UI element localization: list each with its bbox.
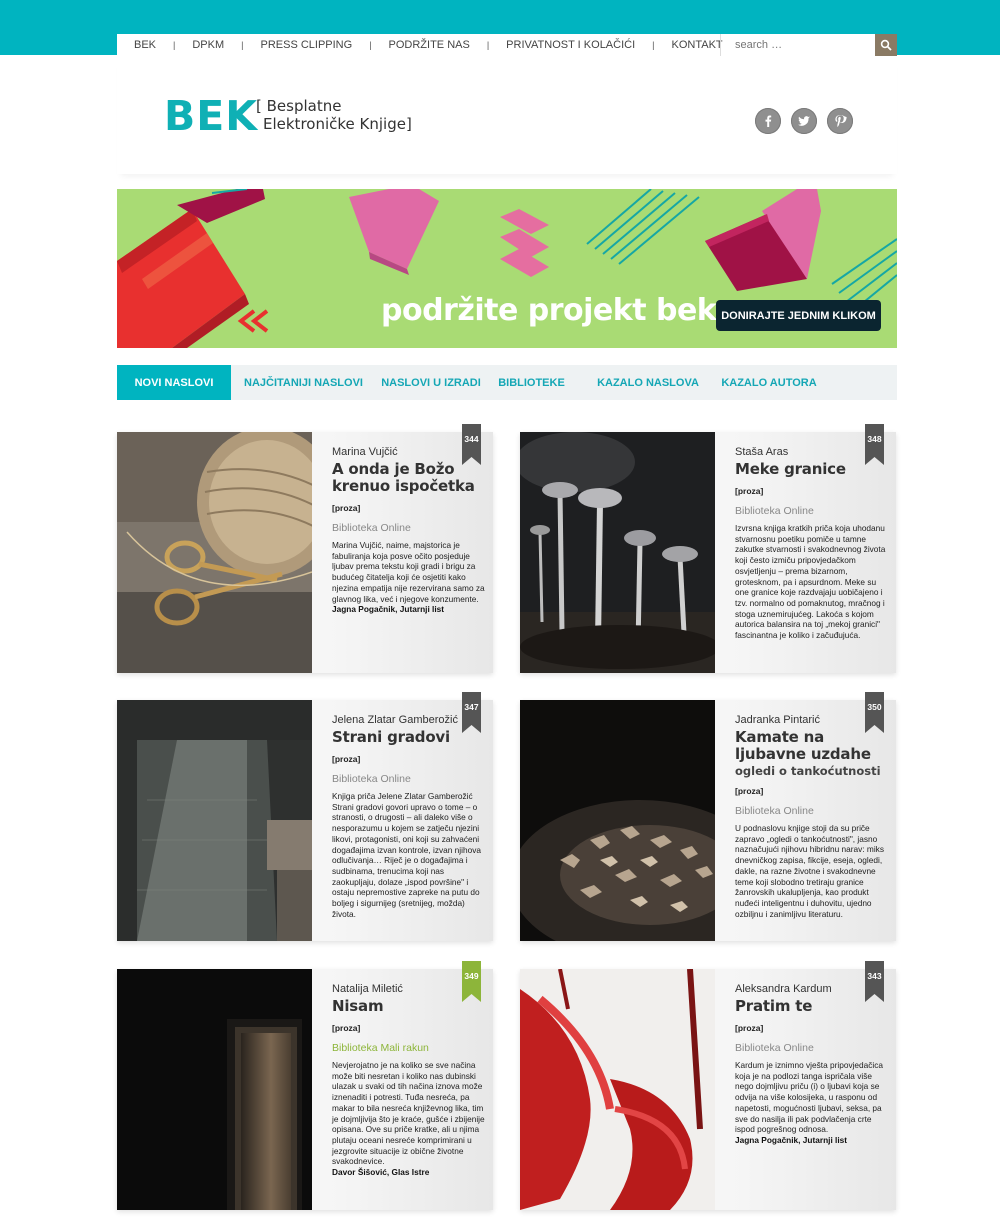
book-info xyxy=(735,714,892,919)
tab-kazalo-autora[interactable]: KAZALO AUTORA xyxy=(721,376,817,389)
book-quote-source: Jagna Pogačnik, Jutarnji list xyxy=(735,1134,848,1145)
book-author[interactable]: Staša Aras xyxy=(735,446,789,458)
book-genre: [proza] xyxy=(735,786,764,796)
search-input[interactable] xyxy=(721,35,871,55)
book-genre: [proza] xyxy=(735,1023,764,1033)
book-genre: [proza] xyxy=(332,1023,361,1033)
book-number: 350 xyxy=(867,702,882,712)
donation-banner[interactable] xyxy=(117,189,897,348)
facebook-icon xyxy=(761,114,775,128)
banner-title: podržite projekt bek xyxy=(381,293,717,328)
book-card[interactable] xyxy=(117,700,493,941)
book-description: U podnaslovu knjige stoji da su priče zapravo „ogledi o tankoćutnosti", jasno naznačujući njihovu hibridnu narav: miks dnevničkog zapisa, fikcije, eseja, ogledi, dakle, na razne životne i svakodnevne teme koji slobodno tretiraju granice žanrovskih ukalupljenja, kao produkt nuđeći inteligentnu i duhovitu, ujedno ozbiljnu i zanimljivu literaturu. xyxy=(735,823,884,919)
site-header xyxy=(117,56,897,174)
book-description: Knjiga priča Jelene Zlatar Gamberožić Strani gradovi govori upravo o tome – o stranosti, o drugosti – ali daleko više o nesporazumu u kojem se zatječu njezini likovi, protagonisti, oni koji su zahvaćeni događajima izvan kontrole, izvan njihova odlučivanja… Riječ je o događajima i sudbinama, trenucima koji nas zaokupljaju, dolaze „ispod površine" i ostaju nepremostive zapreke na putu do boljeg i sigurnijeg (sretnijeg, možda) života. xyxy=(332,791,481,919)
book-card[interactable] xyxy=(520,969,896,1210)
book-number: 349 xyxy=(464,971,479,981)
twitter-icon xyxy=(797,114,811,128)
search-icon xyxy=(880,39,892,51)
nav-separator: | xyxy=(173,40,176,50)
book-author[interactable]: Jadranka Pintarić xyxy=(735,714,820,726)
book-card[interactable] xyxy=(520,700,896,941)
book-cover-image xyxy=(117,700,312,941)
nav-item-bek[interactable]: BEK xyxy=(134,39,157,51)
twitter-button[interactable] xyxy=(791,108,817,134)
book-cover-image xyxy=(520,700,715,941)
book-number: 343 xyxy=(867,971,882,981)
site-tagline xyxy=(256,97,412,133)
book-cover-image xyxy=(520,432,715,673)
book-subtitle: ogledi o tankoćutnosti xyxy=(735,764,881,778)
book-title[interactable]: Kamate na ljubavne uzdahe xyxy=(735,728,871,763)
book-library[interactable]: Biblioteka Online xyxy=(735,505,814,517)
nav-separator: | xyxy=(652,40,655,50)
book-title[interactable]: Pratim te xyxy=(735,997,813,1015)
facebook-button[interactable] xyxy=(755,108,781,134)
book-card[interactable] xyxy=(117,969,493,1210)
book-cover-image xyxy=(520,969,715,1210)
tab-naslovi-u-izradi[interactable]: NASLOVI U IZRADI xyxy=(381,376,481,389)
book-info xyxy=(332,983,489,1178)
nav-separator: | xyxy=(486,40,490,50)
book-number: 344 xyxy=(464,434,479,444)
nav-separator: | xyxy=(369,40,372,50)
book-description: Izvrsna knjiga kratkih priča koja uhodanu stvarnosnu poetiku pomiče u tamne zakutke stvarnosti i svakodnevnog života koji često izmiču pripovjedačkom osvjetljenju – prema bizarnom, grotesknom, pa i apsurdnom. Meke su one granice koje razdvajaju uobičajeno i tzv. normalno od pomaknutog, mračnog i stoga uznemirujućeg. Lakoća s kojom autorica balansira na toj „mekoj granici" fascinantna je koliko i začuđujuća. xyxy=(735,523,886,641)
nav-item-dpkm[interactable]: DPKM xyxy=(192,39,225,51)
donate-button[interactable]: DONIRAJTE JEDNIM KLIKOM xyxy=(716,300,881,331)
book-genre: [proza] xyxy=(332,754,361,764)
book-info xyxy=(735,446,892,641)
book-library[interactable]: Biblioteka Online xyxy=(332,773,411,785)
book-author[interactable]: Jelena Zlatar Gamberožić xyxy=(332,714,458,726)
book-info xyxy=(735,983,892,1146)
book-title[interactable]: Strani gradovi xyxy=(332,728,450,746)
tagline-line-2: Elektroničke Knjige] xyxy=(263,115,412,133)
book-author[interactable]: Aleksandra Kardum xyxy=(735,983,832,995)
search-button[interactable] xyxy=(875,34,897,56)
nav-item-podrzite-nas[interactable]: PODRŽITE NAS xyxy=(388,39,470,51)
book-description: Nevjerojatno je na koliko se sve načina može biti nesretan i koliko nas dubinski ulazak u svaki od tih načina iznova može iznenaditi i potresti. Tuđa nesreća, pa makar to bila nesreća književnog lika, tim je dojmljivija što je kraće, gušće i zbijenije opisana. Ove su priče kratke, ali u njima plutaju oceani nesreće komprimirani u jezgrovite situacije iz obične životne svakodnevice. xyxy=(332,1060,485,1167)
book-cover-image xyxy=(117,969,312,1210)
book-quote-source: Davor Šišović, Glas Istre xyxy=(332,1167,430,1178)
tab-kazalo-naslova[interactable]: KAZALO NASLOVA xyxy=(597,376,699,389)
book-library[interactable]: Biblioteka Online xyxy=(735,805,814,817)
book-number: 348 xyxy=(867,434,882,444)
search-box xyxy=(720,34,877,56)
book-library[interactable]: Biblioteka Mali rakun xyxy=(332,1042,429,1054)
nav-item-privatnost[interactable]: PRIVATNOST I KOLAČIĆI xyxy=(506,39,636,51)
book-library[interactable]: Biblioteka Online xyxy=(735,1042,814,1054)
book-description: Kardum je iznimno vješta pripovjedačica koja je na podlozi tanga ispričala više nego dojmljivu priču (i) o ljubavi koja se odvija na više kolosijeka, u rasponu od napetosti, mogućnosti ljubavi, seksa, pa sve do nasilja ili pak podvlačenja crte ispod pogrešnog odnosa. xyxy=(735,1060,884,1135)
book-title[interactable]: Meke granice xyxy=(735,460,846,478)
book-title[interactable]: A onda je Božo krenuo ispočetka xyxy=(332,460,475,495)
book-genre: [proza] xyxy=(735,486,764,496)
book-quote-source: Jagna Pogačnik, Jutarnji list xyxy=(332,604,445,615)
top-nav-menu xyxy=(117,34,723,56)
book-title[interactable]: Nisam xyxy=(332,997,384,1015)
book-card[interactable] xyxy=(520,432,896,673)
book-author[interactable]: Marina Vujčić xyxy=(332,446,398,458)
pinterest-button[interactable] xyxy=(827,108,853,134)
site-logo[interactable]: BEK xyxy=(164,92,259,140)
book-author[interactable]: Natalija Miletić xyxy=(332,983,403,995)
book-description: Marina Vujčić, naime, majstorica je fabuliranja koja posve očito posjeduje ljubav prema tekstu koji gradi i brigu za budućeg čitatelja koji će osjetiti kako njezina empatija nije rezervirana samo za glavnog lika, već i njegove konzumente. xyxy=(332,540,485,604)
book-genre: [proza] xyxy=(332,503,361,513)
book-cover-image xyxy=(117,432,312,673)
tab-biblioteke[interactable]: BIBLIOTEKE xyxy=(498,376,565,389)
top-navigation xyxy=(117,34,897,56)
book-library[interactable]: Biblioteka Online xyxy=(332,522,411,534)
book-info xyxy=(332,714,489,919)
tab-novi-naslovi[interactable]: NOVI NASLOVI xyxy=(117,365,231,400)
tab-najcitaniji-naslovi[interactable]: NAJČITANIJI NASLOVI xyxy=(244,376,363,389)
nav-separator: | xyxy=(241,40,244,50)
category-tabs xyxy=(117,365,897,400)
nav-item-press-clipping[interactable]: PRESS CLIPPING xyxy=(260,39,353,51)
nav-item-kontakt[interactable]: KONTAKT xyxy=(671,39,723,51)
tagline-line-1: [ Besplatne xyxy=(256,97,342,115)
book-card[interactable] xyxy=(117,432,493,673)
book-number: 347 xyxy=(464,702,479,712)
pinterest-icon xyxy=(833,114,847,128)
book-info xyxy=(332,446,489,615)
